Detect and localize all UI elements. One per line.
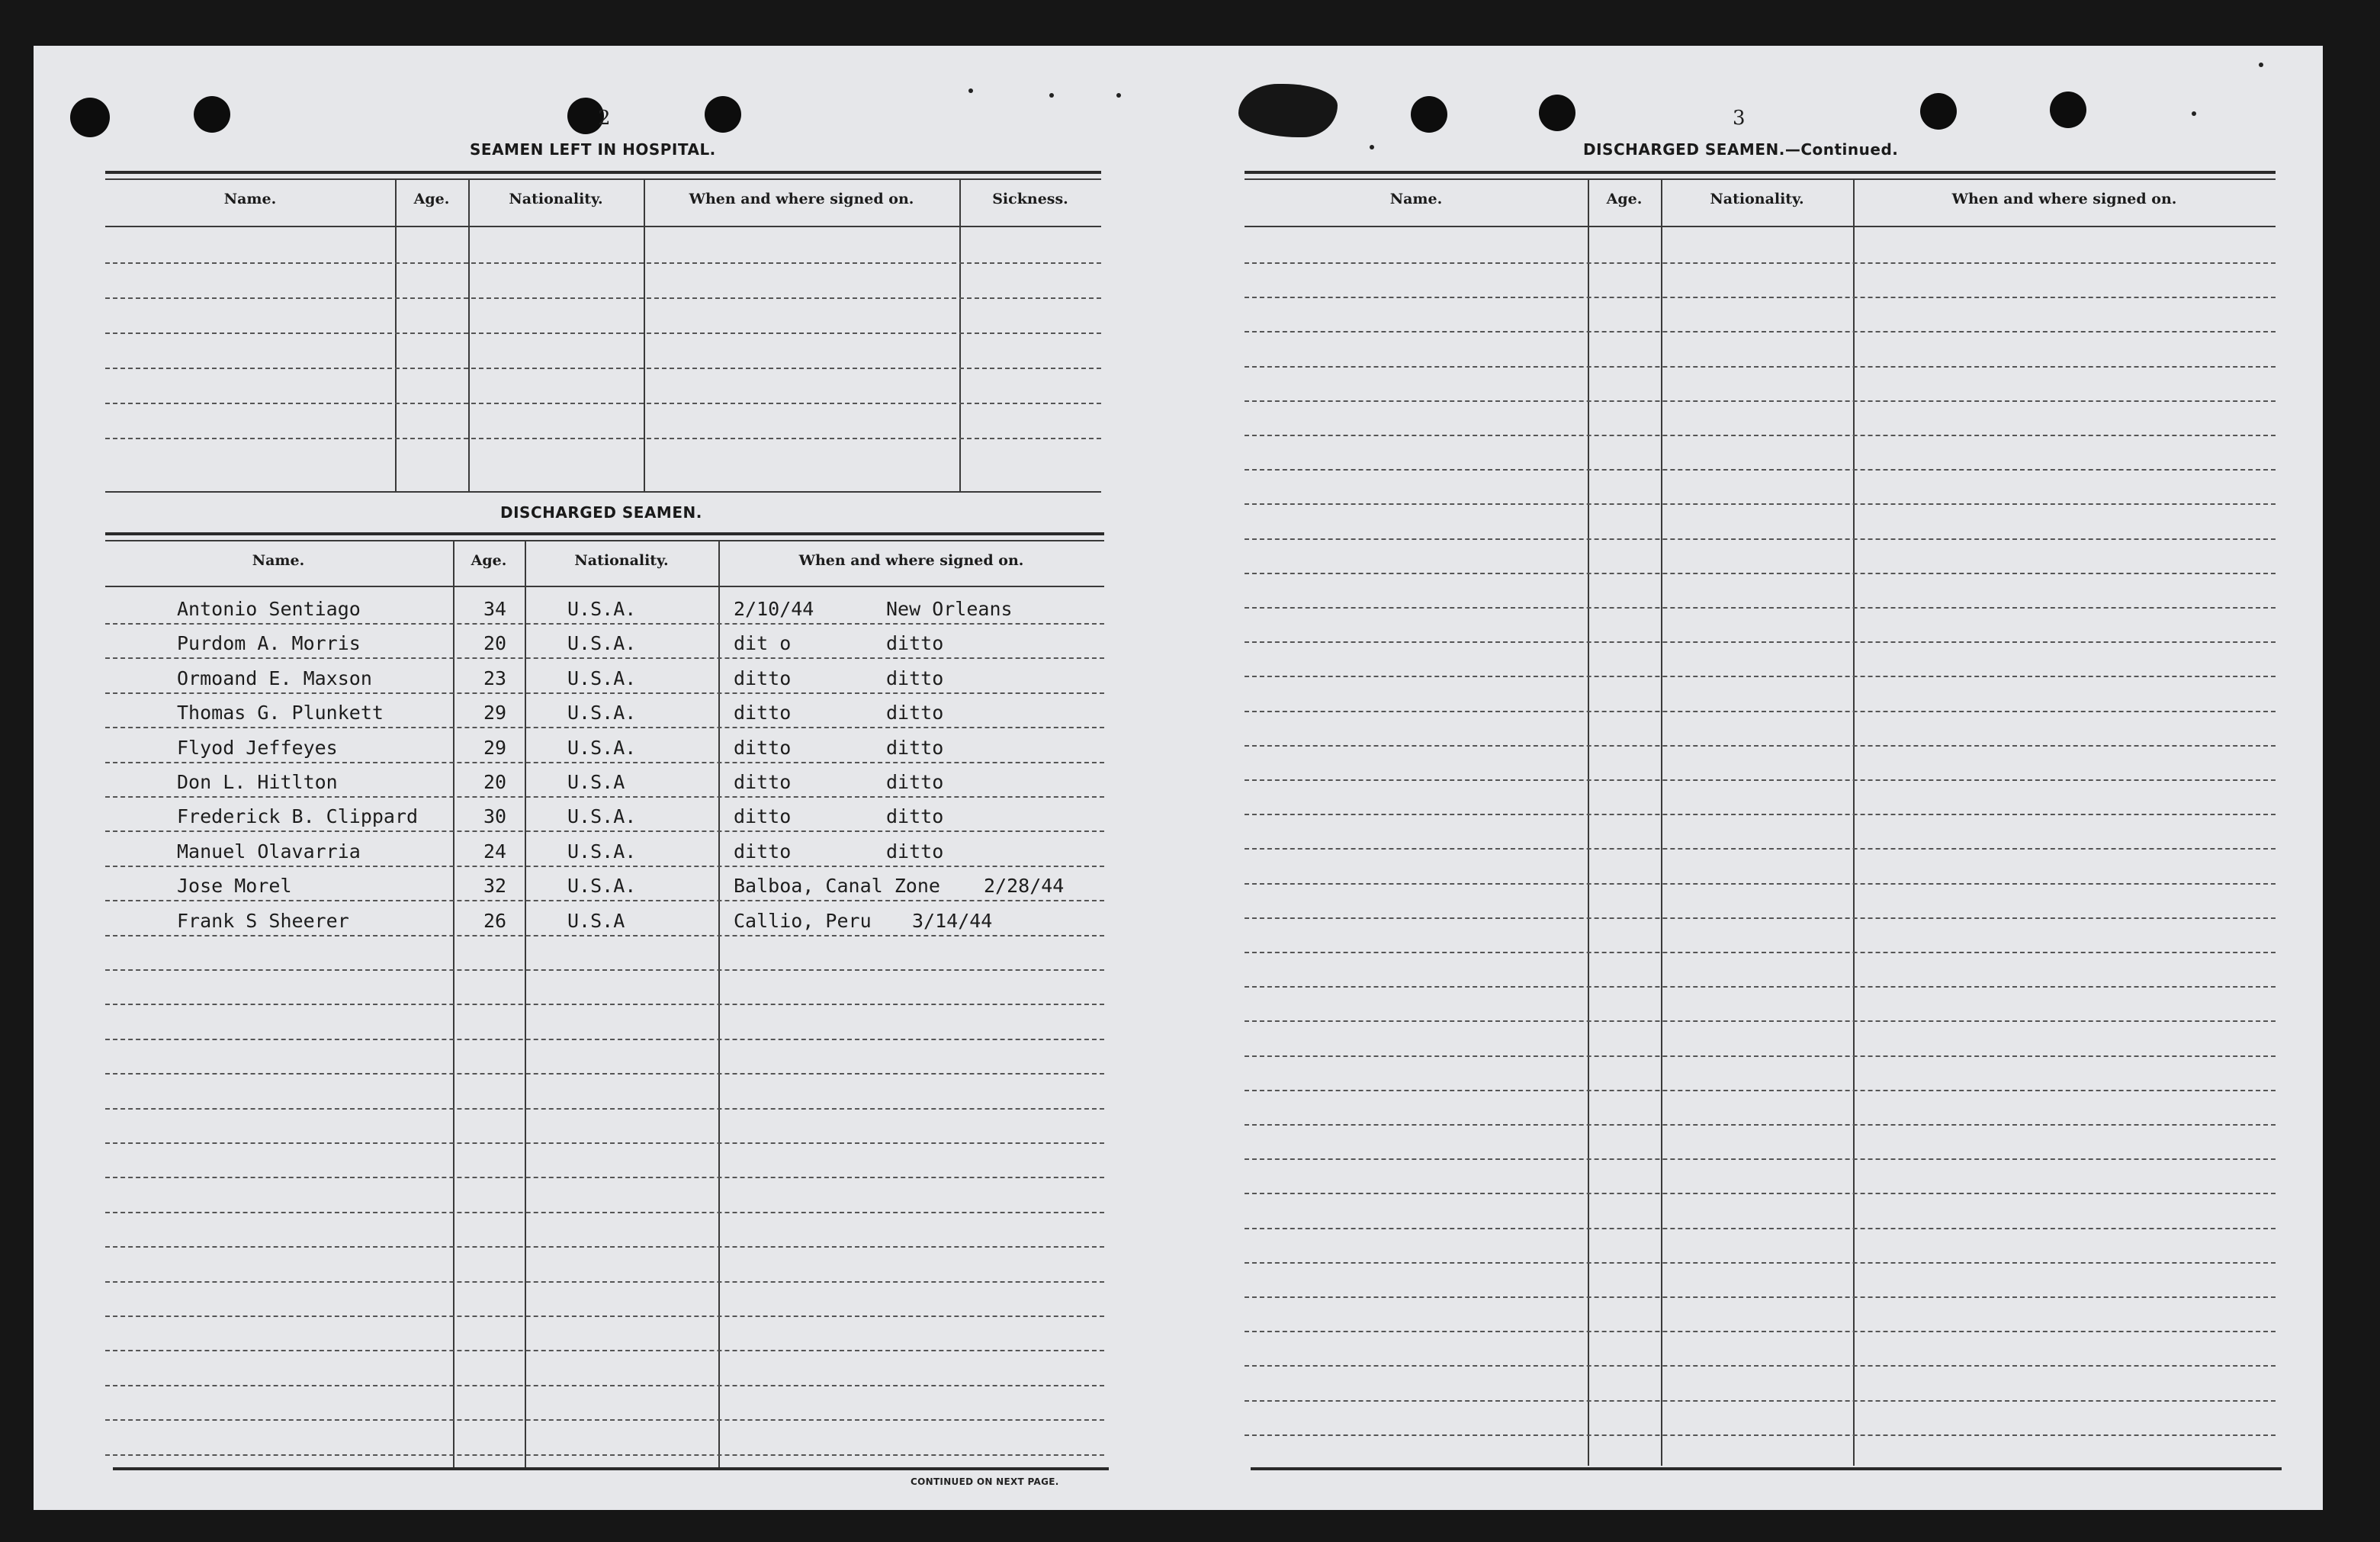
right-row-line xyxy=(1245,1434,2276,1436)
cell-nationality: U.S.A. xyxy=(567,667,637,689)
cell-date: Callio, Peru xyxy=(734,909,872,932)
discharged-header-name: Name. xyxy=(252,552,305,569)
right-row-line xyxy=(1245,848,2276,850)
cell-name: Ormoand E. Maxson xyxy=(177,667,372,689)
cell-place: ditto xyxy=(886,805,944,828)
right-row-line xyxy=(1245,1090,2276,1091)
binder-hole-2 xyxy=(194,96,230,133)
speck xyxy=(1370,145,1374,149)
discharged-row-line xyxy=(105,866,1104,867)
cell-nationality: U.S.A. xyxy=(567,632,637,655)
cell-name: Jose Morel xyxy=(177,875,292,898)
discharged-row-line xyxy=(105,1212,1104,1213)
cell-date: ditto xyxy=(734,736,792,759)
right-header-name: Name. xyxy=(1389,191,1443,207)
binder-hole-5 xyxy=(1411,96,1447,133)
right-top-rule xyxy=(1245,171,2276,174)
cell-date: ditto xyxy=(734,805,792,828)
left-bottom-rule xyxy=(113,1467,1109,1470)
right-row-line xyxy=(1245,469,2276,471)
ink-blot xyxy=(1238,84,1338,137)
discharged-row-line xyxy=(105,1039,1104,1040)
cell-place: ditto xyxy=(886,771,944,793)
cell-nationality: U.S.A xyxy=(567,771,625,793)
cell-place: ditto xyxy=(886,667,944,689)
discharged-section-title: DISCHARGED SEAMEN. xyxy=(500,503,702,522)
continued-note: CONTINUED ON NEXT PAGE. xyxy=(911,1476,1059,1487)
cell-age: 24 xyxy=(483,840,507,863)
discharged-row-line xyxy=(105,727,1104,728)
right-row-line xyxy=(1245,538,2276,540)
right-row-line xyxy=(1245,1193,2276,1194)
discharged-row-line xyxy=(105,1108,1104,1110)
cell-date: ditto xyxy=(734,840,792,863)
cell-nationality: U.S.A. xyxy=(567,805,637,828)
right-row-line xyxy=(1245,607,2276,609)
cell-age: 23 xyxy=(483,667,507,689)
cell-name: Frederick B. Clippard xyxy=(177,805,419,828)
discharged-row-line xyxy=(105,692,1104,694)
cell-place: ditto xyxy=(886,702,944,724)
right-row-line xyxy=(1245,1124,2276,1126)
hospital-row-line xyxy=(105,403,1101,404)
right-header-nationality: Nationality. xyxy=(1710,191,1804,207)
hospital-header-sickness: Sickness. xyxy=(992,191,1068,207)
right-bottom-rule xyxy=(1251,1467,2282,1470)
right-row-line xyxy=(1245,400,2276,402)
cell-name: Antonio Sentiago xyxy=(177,598,361,620)
binder-hole-8 xyxy=(2050,92,2086,128)
cell-nationality: U.S.A. xyxy=(567,598,637,620)
cell-date: Balboa, Canal Zone xyxy=(734,875,940,898)
discharged-header-nationality: Nationality. xyxy=(574,552,669,569)
hospital-section-title: SEAMEN LEFT IN HOSPITAL. xyxy=(470,140,716,159)
right-row-line xyxy=(1245,1400,2276,1402)
right-row-line xyxy=(1245,331,2276,332)
right-row-line xyxy=(1245,1020,2276,1022)
discharged-row-line xyxy=(105,1316,1104,1317)
right-row-line xyxy=(1245,366,2276,368)
cell-name: Thomas G. Plunkett xyxy=(177,702,384,724)
discharged-row-line xyxy=(105,1004,1104,1005)
discharged-row-line xyxy=(105,657,1104,659)
cell-nationality: U.S.A. xyxy=(567,875,637,898)
discharged-row-line xyxy=(105,1246,1104,1248)
right-row-line xyxy=(1245,917,2276,919)
right-header-signed-on: When and where signed on. xyxy=(1951,191,2177,207)
hospital-header-name: Name. xyxy=(223,191,277,207)
right-row-line xyxy=(1245,1331,2276,1332)
cell-age: 29 xyxy=(483,736,507,759)
discharged-row-line xyxy=(105,1419,1104,1421)
page-number-left: 2 xyxy=(598,107,611,130)
hospital-header-age: Age. xyxy=(413,191,450,207)
right-row-line xyxy=(1245,1365,2276,1367)
cell-place: ditto xyxy=(886,840,944,863)
discharged-row-line xyxy=(105,1142,1104,1144)
discharged-row-line xyxy=(105,900,1104,901)
right-row-line xyxy=(1245,745,2276,747)
binder-hole-6 xyxy=(1539,95,1575,131)
discharged-row-line xyxy=(105,1385,1104,1386)
cell-name: Don L. Hitlton xyxy=(177,771,338,793)
cell-name: Flyod Jeffeyes xyxy=(177,736,338,759)
discharged-row-line xyxy=(105,762,1104,763)
cell-name: Purdom A. Morris xyxy=(177,632,361,655)
cell-place: ditto xyxy=(886,632,944,655)
hospital-row-line xyxy=(105,332,1101,334)
cell-age: 32 xyxy=(483,875,507,898)
speck xyxy=(1049,93,1054,98)
cell-name: Frank S Sheerer xyxy=(177,909,349,932)
right-row-line xyxy=(1245,1158,2276,1160)
cell-date: ditto xyxy=(734,667,792,689)
speck xyxy=(2192,111,2196,116)
cell-date: dit o xyxy=(734,632,792,655)
hospital-header-nationality: Nationality. xyxy=(509,191,603,207)
right-row-line xyxy=(1245,1262,2276,1264)
hospital-row-line xyxy=(105,368,1101,369)
ledger-sheet xyxy=(34,46,2323,1510)
right-row-line xyxy=(1245,1055,2276,1057)
speck xyxy=(2259,63,2263,67)
right-row-line xyxy=(1245,641,2276,643)
right-row-line xyxy=(1245,1228,2276,1229)
discharged-row-line xyxy=(105,830,1104,832)
discharged-header-age: Age. xyxy=(471,552,507,569)
right-row-line xyxy=(1245,883,2276,885)
speck xyxy=(968,88,973,93)
cell-age: 34 xyxy=(483,598,507,620)
right-row-line xyxy=(1245,814,2276,815)
hospital-row-line xyxy=(105,262,1101,264)
page-number-right: 3 xyxy=(1733,107,1746,130)
discharged-row-line xyxy=(105,1281,1104,1283)
cell-date: 2/10/44 xyxy=(734,598,814,620)
right-row-line xyxy=(1245,435,2276,436)
discharged-header-signed-on: When and where signed on. xyxy=(798,552,1024,569)
right-row-line xyxy=(1245,503,2276,505)
cell-date: ditto xyxy=(734,702,792,724)
right-header-age: Age. xyxy=(1606,191,1643,207)
cell-nationality: U.S.A. xyxy=(567,702,637,724)
binder-hole-7 xyxy=(1920,93,1957,130)
cell-age: 30 xyxy=(483,805,507,828)
binder-hole-4 xyxy=(705,96,741,133)
discharged-row-line xyxy=(105,1454,1104,1456)
cell-nationality: U.S.A xyxy=(567,909,625,932)
right-row-line xyxy=(1245,297,2276,298)
right-row-line xyxy=(1245,952,2276,953)
right-row-line xyxy=(1245,711,2276,712)
cell-age: 20 xyxy=(483,632,507,655)
discharged-row-line xyxy=(105,969,1104,971)
right-row-line xyxy=(1245,1296,2276,1298)
cell-name: Manuel Olavarria xyxy=(177,840,361,863)
cell-age: 29 xyxy=(483,702,507,724)
cell-place: ditto xyxy=(886,736,944,759)
cell-age: 26 xyxy=(483,909,507,932)
right-row-line xyxy=(1245,573,2276,574)
cell-place: New Orleans xyxy=(886,598,1013,620)
discharged-row-line xyxy=(105,1177,1104,1178)
hospital-row-line xyxy=(105,297,1101,299)
cell-age: 20 xyxy=(483,771,507,793)
right-row-line xyxy=(1245,676,2276,677)
discharged-row-line xyxy=(105,623,1104,625)
binder-hole-1 xyxy=(70,98,110,137)
right-row-line xyxy=(1245,986,2276,988)
speck xyxy=(1116,93,1121,98)
cell-place: 3/14/44 xyxy=(912,909,993,932)
discharged-top-rule xyxy=(105,532,1104,535)
right-row-line xyxy=(1245,779,2276,781)
cell-place: 2/28/44 xyxy=(984,875,1065,898)
discharged-row-line xyxy=(105,1073,1104,1075)
discharged-row-line xyxy=(105,796,1104,798)
right-row-line xyxy=(1245,262,2276,264)
hospital-row-line xyxy=(105,438,1101,439)
discharged-row-line xyxy=(105,1350,1104,1351)
cell-nationality: U.S.A. xyxy=(567,840,637,863)
cell-date: ditto xyxy=(734,771,792,793)
right-section-title: DISCHARGED SEAMEN.—Continued. xyxy=(1583,140,1899,159)
hospital-header-signed-on: When and where signed on. xyxy=(689,191,914,207)
discharged-row-line xyxy=(105,935,1104,936)
cell-nationality: U.S.A. xyxy=(567,736,637,759)
hospital-top-rule xyxy=(105,171,1101,174)
